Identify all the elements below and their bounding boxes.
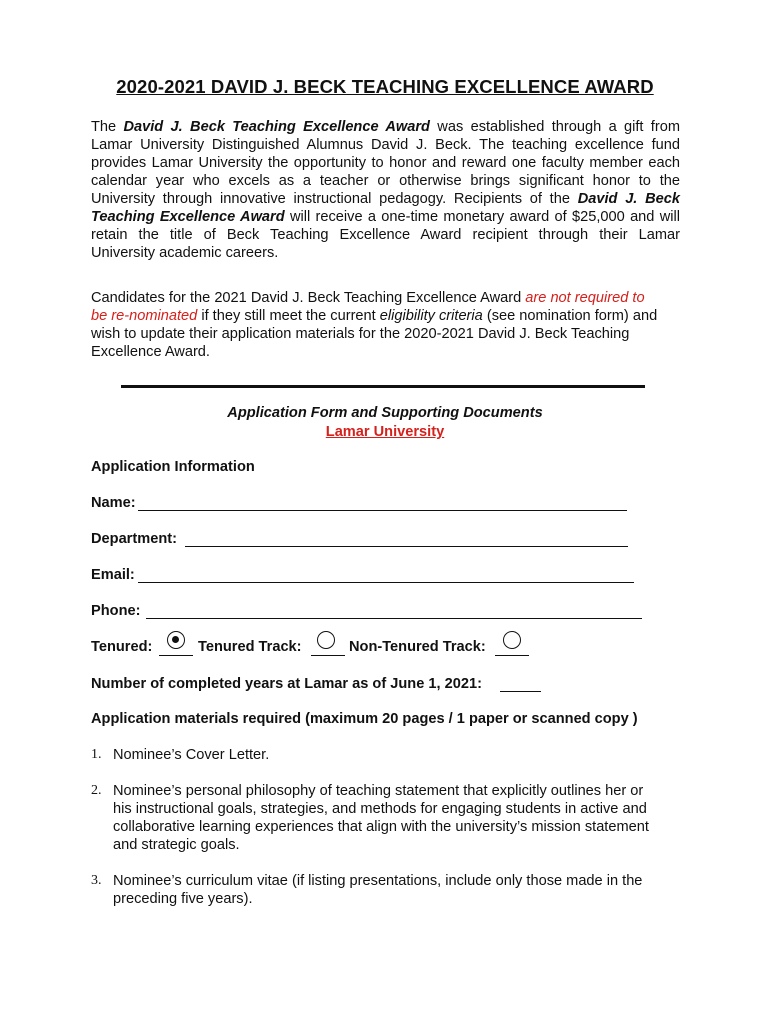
application-info-heading: Application Information [91, 459, 255, 475]
intro-paragraph: The David J. Beck Teaching Excellence Award was established through a gift from Lamar University Distinguished Alumnus David J. Beck. The teaching excellence fund provides Lamar University the opportunity to honor and reward one faculty member each calendar year who excels as a teacher or otherwise brings significant honor to the University through innovative instructional pedagogy. Recipients of the David J. Beck Teaching Excellence Award will receive a one-time monetary award of $25,000 and will retain the title of Beck Teaching Excellence Award recipient through their Lamar University academic careers. [91, 119, 680, 261]
tenured-radio[interactable] [167, 631, 185, 649]
institution-name: Lamar University [325, 424, 445, 440]
name-label: Name: [91, 495, 136, 511]
section-divider [121, 385, 645, 388]
phone-field[interactable] [146, 618, 642, 619]
non-tenured-track-radio[interactable] [503, 631, 521, 649]
non-tenured-track-label: Non-Tenured Track: [349, 639, 486, 655]
selected-dot-icon [172, 636, 179, 643]
non-tenured-track-blank [495, 655, 529, 656]
form-subtitle: Application Form and Supporting Documents [227, 405, 543, 421]
department-label: Department: [91, 531, 177, 547]
renomination-paragraph: Candidates for the 2021 David J. Beck Teaching Excellence Award are not required to be re-nominated if they still meet the current eligibility criteria (see nomination form) and wish to update their application materials for the 2020-2021 David J. Beck Teaching Excellence Award. [91, 290, 658, 360]
materials-heading: Application materials required (maximum 20 pages / 1 paper or scanned copy ) [91, 711, 638, 727]
tenured-blank [159, 655, 193, 656]
name-field[interactable] [138, 510, 627, 511]
tenured-track-label: Tenured Track: [198, 639, 302, 655]
tenured-track-blank [311, 655, 345, 656]
page-title: 2020-2021 DAVID J. BECK TEACHING EXCELLENCE AWARD [116, 76, 654, 97]
years-label: Number of completed years at Lamar as of June 1, 2021: [91, 676, 482, 692]
tenured-label: Tenured: [91, 639, 153, 655]
tenured-track-radio[interactable] [317, 631, 335, 649]
years-field[interactable] [500, 691, 541, 692]
email-label: Email: [91, 567, 135, 583]
email-field[interactable] [138, 582, 634, 583]
phone-label: Phone: [91, 603, 141, 619]
department-field[interactable] [185, 546, 628, 547]
